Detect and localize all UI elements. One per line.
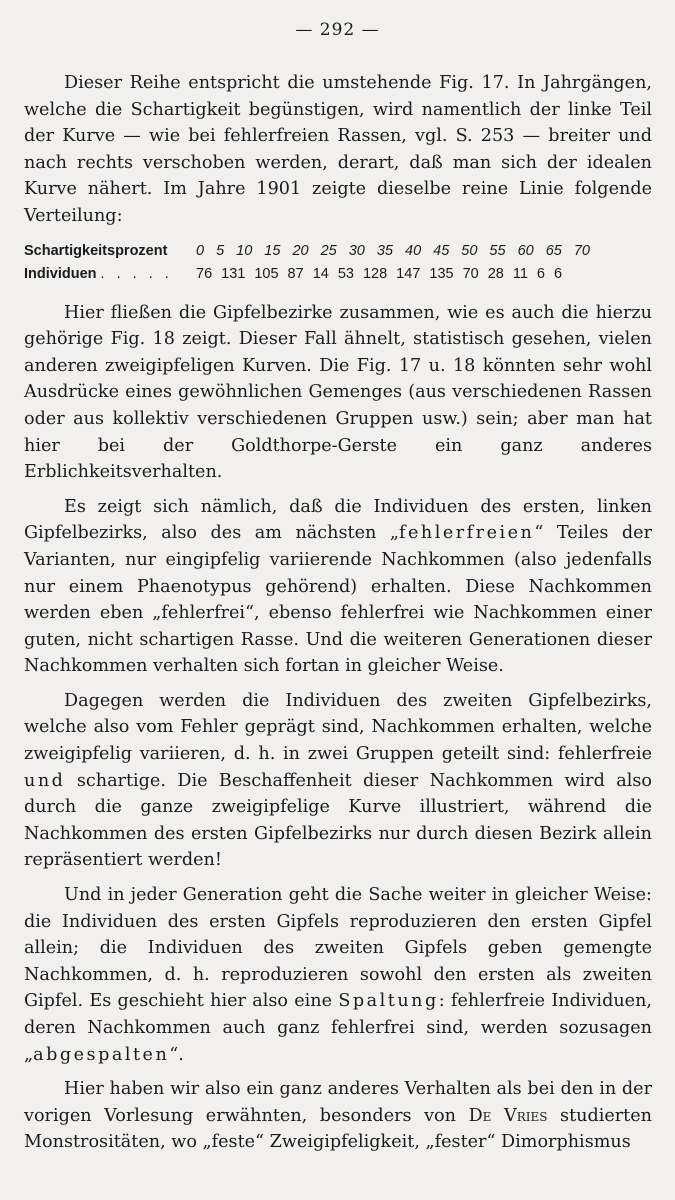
table-cell: 70: [462, 265, 479, 282]
page-number: — 292 —: [295, 20, 380, 40]
spaced-term-abgespalten: abgespalten: [33, 1044, 170, 1065]
spaced-term-spaltung: Spaltung: [338, 991, 439, 1012]
paragraph-6-part-c: studierten Monstrositäten, wo „feste“ Zweigipfeligkeit, „fester“ Dimorphismus: [24, 1105, 652, 1153]
table-cell: 128: [362, 265, 388, 282]
row-label-individuals: [24, 263, 196, 286]
table-cell: 135: [429, 265, 454, 282]
paragraph-3-part-a: Es zeigt sich nämlich, daß die Individuen des ersten, linken Gipfelbezirks, also des am nächsten „: [24, 496, 652, 544]
table-cell: 20: [292, 242, 309, 259]
table-cell: 6: [554, 265, 563, 282]
table-cell: 5: [216, 242, 225, 259]
paragraph-4: [24, 688, 652, 874]
table-cell: 40: [405, 242, 422, 259]
table-cell: 30: [348, 242, 365, 259]
paragraph-6-part-a: Hier haben wir also ein ganz anderes Verhalten als bei den in der vorigen Vorlesung erwähnten, besonders von: [24, 1079, 652, 1126]
paragraph-1: Dieser Reihe entspricht die umstehende Fig. 17. In Jahrgängen, welche die Schartigkeit begünstigen, wird namentlich der linke Teil der Kurve — wie bei fehlerfreien Rassen, vgl. S. 253 — breiter und nach rechts verschoben werden, derart, daß man sich der idealen Kurve nähert. Im Jahre 1901 zeigte dieselbe reine Linie folgende Verteilung:: [24, 73, 652, 226]
table-cell: 28: [487, 265, 504, 282]
table-cell: 87: [287, 265, 304, 282]
table-cell: 55: [489, 242, 506, 259]
table-cell: 53: [337, 265, 354, 282]
paragraph-5-part-e: “.: [169, 1044, 184, 1065]
author-name-de-vries: De Vries: [468, 1105, 548, 1126]
paragraph-3-part-c: “ Teiles der Varianten, nur eingipfelig variierende Nachkommen (also jedenfalls nur einem Phaenotypus gehörend) erhalten. Diese Nachkommen werden eben „fehlerfrei“, ebenso fehlerfrei wie Nachkommen einer guten, nicht schartigen Rasse. Und die weiteren Generationen dieser Nachkommen verhalten sich fortan in gleicher Weise.: [24, 523, 652, 677]
table-cell: 35: [376, 242, 393, 259]
table-cell: 45: [433, 242, 450, 259]
table-cell: 105: [254, 265, 279, 282]
table-cell: 0: [196, 242, 205, 259]
table-cell: 10: [236, 242, 253, 259]
spaced-term-fehlerfreien: fehlerfreien: [398, 523, 535, 544]
table-row-individuals: [24, 263, 652, 286]
paragraph-2: Hier fließen die Gipfelbezirke zusammen, wie es auch die hierzu gehörige Fig. 18 zeigt. Dieser Fall ähnelt, statistisch gesehen, vielen anderen zweigipfeligen Kurven. Die Fig. 17 u. 18 könnten sehr wohl Ausdrücke eines gewöhnlichen Gemenges (aus verschiedenen Rassen oder aus kollektiv verschiedenen Gruppen usw.) sein; aber man hat hier bei der Goldthorpe-Gerste ein ganz anderes Erblichkeitsverhalten.: [24, 302, 652, 483]
table-row-percent: [24, 240, 652, 263]
table-cell: 60: [517, 242, 534, 259]
paragraph-5: [24, 882, 652, 1068]
table-cell: 15: [264, 242, 281, 259]
spaced-term-und: und: [24, 770, 66, 791]
paragraph-3: [24, 494, 652, 680]
table-cell: 14: [312, 265, 329, 282]
table-cell: 6: [536, 265, 545, 282]
paragraph-4-part-a: Dagegen werden die Individuen des zweiten Gipfelbezirks, welche also vom Fehler geprägt sind, Nachkommen erhalten, welche zweigipfelig variieren, d. h. in zwei Gruppen geteilt sind: fehlerfreie: [24, 690, 652, 765]
row-label-individuals-text: Individuen: [24, 265, 97, 282]
paragraph-5-part-a: Und in jeder Generation geht die Sache weiter in gleicher Weise: die Individuen des ersten Gipfels reproduzieren den ersten Gipfel allein; die Individuen des zweiten Gipfels geben gemengte Nachkommen, d. h. reproduzieren sowohl den ersten als zweiten Gipfel. Es geschieht hier also eine: [24, 885, 652, 1012]
table-cell: 131: [221, 265, 246, 282]
paragraph-4-part-c: schartige. Die Beschaffenheit dieser Nachkommen wird also durch die ganze zweigipfelige Kurve illustriert, während die Nachkommen des ersten Gipfelbezirks nur durch diesen Bezirk allein repräsentiert werden!: [24, 770, 652, 871]
individual-values: [196, 263, 571, 286]
table-cell: 76: [196, 265, 213, 282]
row-label-percent: Schartigkeitsprozent: [24, 242, 168, 259]
table-cell: 50: [461, 242, 478, 259]
percent-values: [196, 240, 602, 263]
table-cell: 70: [573, 242, 590, 259]
paragraph-6: [24, 1076, 652, 1156]
table-cell: 11: [512, 265, 528, 282]
paragraph-5-part-c: : fehlerfreie Individuen, deren Nachkommen auch ganz fehlerfrei sind, werden sozusagen „: [24, 991, 652, 1065]
table-cell: 25: [320, 242, 337, 259]
leader-dots: . . . . .: [100, 265, 173, 282]
table-cell: 147: [396, 265, 421, 282]
body-text: [24, 70, 652, 1164]
table-cell: 65: [545, 242, 562, 259]
distribution-table: [24, 240, 652, 286]
